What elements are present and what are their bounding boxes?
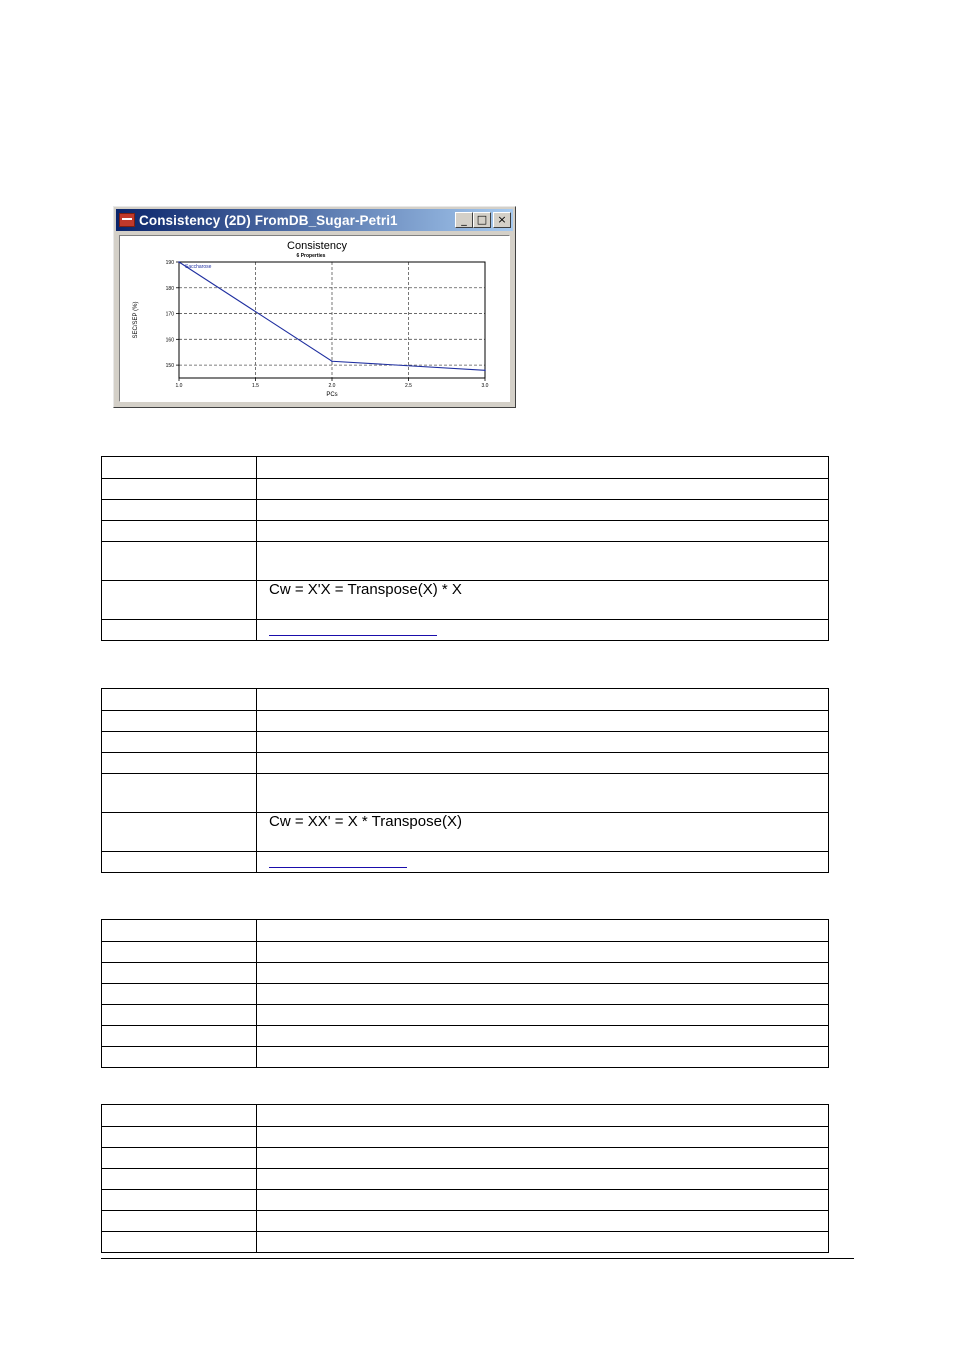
table-row: [102, 852, 829, 873]
y-tick-label: 190: [165, 260, 174, 266]
table-row: [102, 732, 829, 753]
x-axis-label: PCs: [326, 392, 338, 398]
table-row: [102, 1047, 829, 1068]
plot-area: [119, 235, 510, 402]
close-button[interactable]: ×: [493, 212, 511, 228]
reference-link[interactable]: [269, 634, 437, 636]
reference-link[interactable]: [269, 866, 407, 868]
x-tick-label: 1.5: [252, 383, 259, 389]
table-row: [102, 542, 829, 581]
table-row: [102, 1005, 829, 1026]
footer-rule: [101, 1258, 854, 1259]
table-row: [102, 1127, 829, 1148]
table-row: [102, 920, 829, 942]
table-row: [102, 1190, 829, 1211]
table-row: [102, 620, 829, 641]
formula-cell: Cw = XX' = X * Transpose(X): [257, 813, 829, 852]
data-point: [331, 360, 333, 362]
table-row: [102, 753, 829, 774]
parameter-table-3: [101, 919, 829, 1068]
parameter-table-1: [101, 456, 829, 641]
table-row: [102, 813, 829, 852]
parameter-table-4: [101, 1104, 829, 1253]
chart-subtitle: 6 Properties: [296, 253, 326, 259]
series-label: Saccharose: [185, 264, 212, 270]
x-tick-label: 1.0: [175, 383, 183, 389]
table-row: [102, 963, 829, 984]
table-row: [102, 1169, 829, 1190]
data-point: [178, 261, 180, 263]
formula-cell: Cw = X'X = Transpose(X) * X: [257, 581, 829, 620]
window-title: Consistency (2D) FromDB_Sugar-Petri1: [139, 212, 398, 228]
y-axis-label: SEC/SEP (%): [133, 301, 139, 339]
consistency-chart: [120, 236, 511, 403]
y-tick-label: 150: [165, 363, 174, 370]
table-row: [102, 479, 829, 500]
y-tick-label: 180: [165, 285, 174, 292]
table-row: [102, 1232, 829, 1253]
chart-title: Consistency: [287, 240, 347, 252]
x-tick-label: 3.0: [481, 383, 489, 389]
consistency-window: [113, 206, 516, 408]
parameter-table-2: [101, 688, 829, 873]
table-row: [102, 774, 829, 813]
minimize-button[interactable]: _: [455, 212, 473, 228]
window-titlebar[interactable]: [116, 209, 513, 231]
table-row: [102, 1148, 829, 1169]
maximize-button[interactable]: □: [473, 212, 491, 228]
x-tick-label: 2.5: [405, 383, 412, 389]
y-tick-label: 170: [165, 311, 174, 318]
table-row: [102, 500, 829, 521]
table-row: [102, 1105, 829, 1127]
y-tick-label: 160: [165, 337, 174, 344]
table-row: [102, 711, 829, 732]
table-row: [102, 942, 829, 963]
table-row: [102, 984, 829, 1005]
table-row: [102, 521, 829, 542]
table-row: [102, 1026, 829, 1047]
data-point: [484, 369, 486, 371]
table-row: [102, 581, 829, 620]
table-row: [102, 1211, 829, 1232]
table-row: [102, 689, 829, 711]
app-icon: [119, 213, 135, 227]
x-tick-label: 2.0: [328, 383, 336, 389]
table-row: [102, 457, 829, 479]
